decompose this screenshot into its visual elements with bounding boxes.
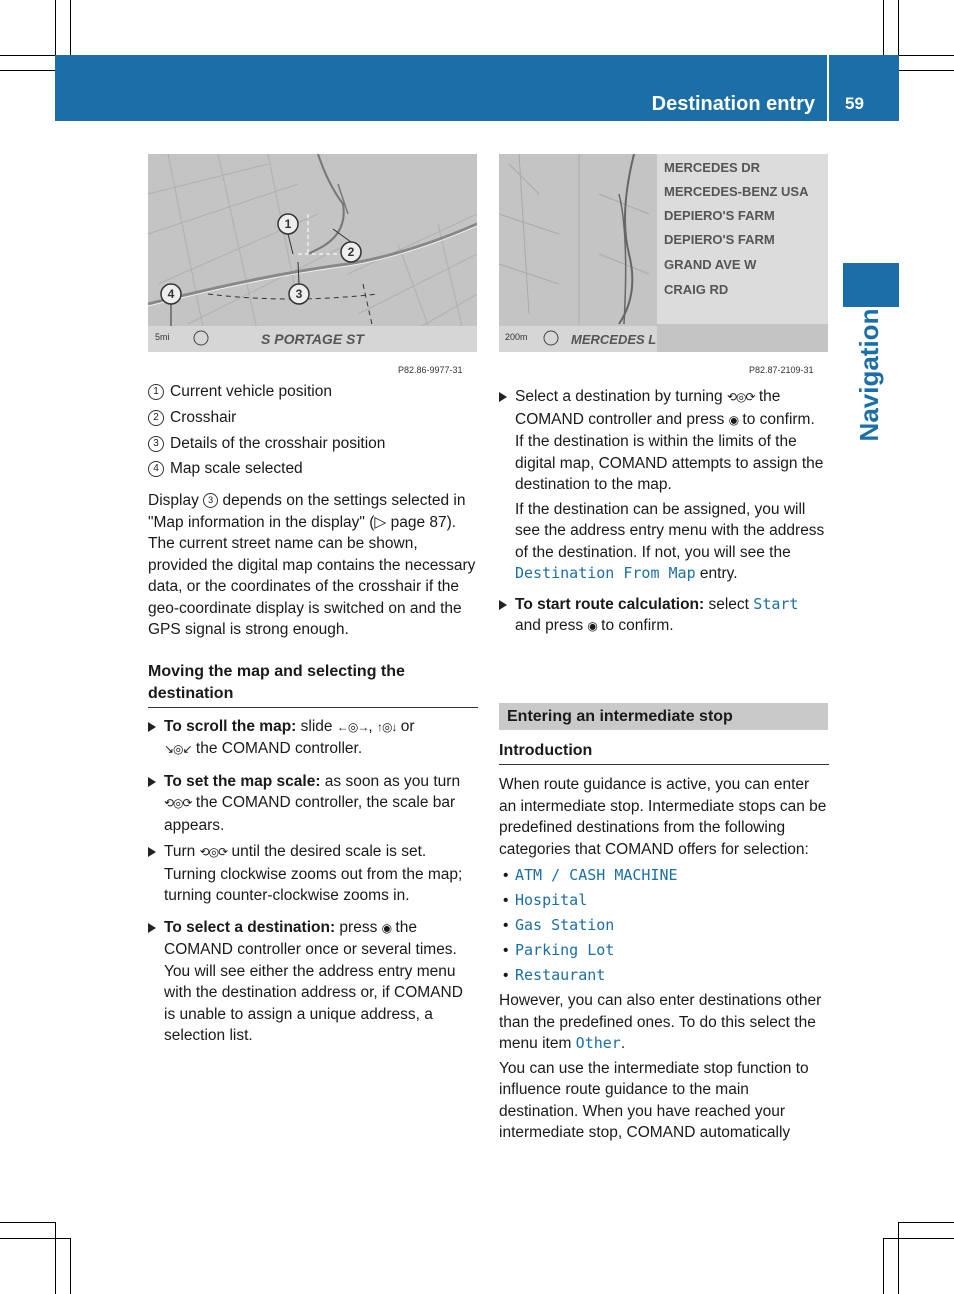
crop-mark [898,55,954,56]
dest-item: DEPIERO'S FARM [664,208,775,223]
crop-mark [0,1222,56,1223]
right-column-lower [499,740,829,1144]
category-atm: ATM / CASH MACHINE [515,866,678,884]
marker-2: 2 [347,245,355,259]
controller-press-icon: ◉ [381,920,392,935]
map-figure-right [499,154,828,352]
intro-paragraph: When route guidance is active, you can enter an intermediate stop. Intermediate stops can be predefined destinations from the following categories that COMAND offers for selection: [499,776,827,858]
dest-item: GRAND AVE W [664,257,757,272]
step-arrow-icon [148,847,156,857]
left-column [148,381,478,1047]
controller-turn-icon: ⟲◎⟳ [199,845,228,859]
map-scale-text: 200m [505,332,528,342]
menu-item-other: Other [575,1034,621,1052]
controller-slide-icon: ↑◎↓ [376,719,397,734]
step-turn: Turn ⟲◎⟳ until the desired scale is set. Turning clockwise zooms out from the map; turning counter-clockwise zooms in. [148,841,478,907]
step-arrow-icon [499,392,507,402]
map-figure-left [148,154,477,352]
legend-number: 2 [148,410,164,426]
marker-4: 4 [167,287,175,301]
step-scale: To set the map scale: as soon as you turn ⟲◎⟳ the COMAND controller, the scale bar appears. [148,771,478,837]
crop-mark [883,1238,884,1294]
section-title: Destination entry [651,93,815,115]
category-parking-lot: Parking Lot [515,941,615,959]
controller-turn-icon: ⟲◎⟳ [726,390,755,404]
dest-item: MERCEDES-BENZ USA [664,184,809,199]
section-title-intermediate-stop: Entering an intermediate stop [507,708,733,725]
step-start-route: To start route calculation: select Start and press ◉ to confirm. [499,594,829,638]
marker-3: 3 [295,287,303,301]
step-arrow-icon [148,722,156,732]
map-street-name: MERCEDES L [571,332,657,347]
map-street-name: S PORTAGE ST [261,331,364,347]
step-select: To select a destination: press ◉ the COMAND controller once or several times. You will see either the address entry menu with the destination address or, if COMAND is unable to assign a unique address, a selection list. [148,917,478,1047]
list-item [499,940,829,965]
menu-item-destination-from-map: Destination From Map [515,564,696,582]
heading-moving-map: Moving the map and selecting the destination [148,662,405,702]
legend-number: 1 [148,384,164,400]
legend-text: Crosshair [170,409,237,426]
category-hospital: Hospital [515,891,588,909]
legend-item [148,381,478,407]
controller-press-icon: ◉ [587,619,597,633]
heading-introduction: Introduction [499,742,593,759]
step-arrow-icon [499,600,507,610]
controller-slide-diagonal-icon: ↘◎↙ [164,742,192,756]
section-header [499,703,828,730]
step-scroll: To scroll the map: slide ←◎→, ↑◎↓ or ↘◎↙ the COMAND controller. [148,716,478,761]
crop-mark [898,0,899,56]
legend-item [148,433,478,458]
list-item [499,865,829,890]
category-restaurant: Restaurant [515,966,606,984]
right-column [499,386,829,638]
display-paragraph: Display 3 depends on the settings selected in "Map information in the display" (▷ page 87). The current street name can be shown, provided the digital map contains the necessary data, or the coordinates of the crosshair if the geo-coordinate display is switched on and the GPS signal is strong enough. [148,492,476,638]
legend-text: Details of the crosshair position [170,435,386,452]
figure-code-right: P82.87-2109-31 [749,365,814,375]
list-item [499,890,829,915]
subheading [499,740,829,765]
legend-item [148,458,478,484]
subheading [148,661,478,708]
step-arrow-icon [148,923,156,933]
crop-mark [0,55,56,56]
crop-mark [898,1222,954,1223]
map-scale-text: 5mi [155,332,170,342]
legend-item [148,407,478,433]
header-divider [827,55,829,121]
category-gas-station: Gas Station [515,916,615,934]
legend-text: Current vehicle position [170,383,332,400]
callout-3: 3 [203,493,218,508]
chapter-label: Navigation [854,308,884,442]
list-item [499,965,829,990]
crop-mark [0,1238,71,1239]
controller-slide-icon: ←◎→ [336,719,369,734]
other-paragraph: However, you can also enter destinations other than the predefined ones. To do this select the menu item Other. [499,992,822,1052]
page-number: 59 [845,94,864,113]
header-bar [55,55,899,121]
crop-mark [55,1222,56,1294]
dest-item: MERCEDES DR [664,160,761,175]
legend-text: Map scale selected [170,460,303,477]
step-select-destination: Select a destination by turning ⟲◎⟳ the COMAND controller and press ◉ to confirm. If the destination is within the limits of the digital map, COMAND attempts to assign the destination to the map. If the destination can be assigned, you will see the address entry menu with the address of the destination. If not, you will see the Destination From Map entry. [499,386,829,585]
controller-press-icon: ◉ [728,412,739,427]
legend-number: 4 [148,461,164,477]
figure-code-left: P82.86-9977-31 [398,365,463,375]
crop-mark [70,1238,71,1294]
controller-turn-icon: ⟲◎⟳ [164,796,192,810]
menu-item-start: Start [753,594,799,613]
crop-mark [898,1222,899,1294]
legend-list [148,381,478,484]
crop-mark [55,0,56,56]
final-paragraph: You can use the intermediate stop function to influence route guidance to the main destination. When you have reached your intermediate stop, COMAND automatically [499,1059,809,1141]
dest-item: DEPIERO'S FARM [664,232,775,247]
destination-list-illustration [499,154,828,352]
list-item [499,915,829,940]
chapter-tab [843,263,899,307]
legend-number: 3 [148,436,164,452]
dest-item: CRAIG RD [664,282,729,297]
marker-1: 1 [284,217,292,231]
crop-mark [883,1238,954,1239]
step-arrow-icon [148,777,156,787]
category-list [499,865,829,990]
map-illustration [148,154,477,352]
